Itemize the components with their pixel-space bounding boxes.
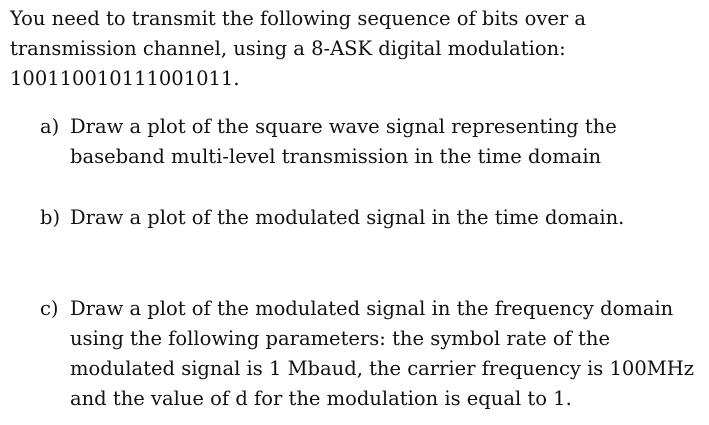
problem-statement-line: You need to transmit the following sequence of bits over a <box>10 7 587 30</box>
question-c <box>40 294 700 414</box>
problem-statement-line: transmission channel, using a 8-ASK digital modulation: <box>10 37 566 60</box>
question-b-line: Draw a plot of the modulated signal in the time domain. <box>70 206 625 229</box>
question-a-line: Draw a plot of the square wave signal representing the <box>70 115 617 138</box>
question-c-marker: c) <box>40 297 59 320</box>
question-c-line: and the value of d for the modulation is equal to 1. <box>70 387 572 410</box>
question-a <box>40 112 700 172</box>
bit-sequence: 100110010111001011. <box>10 67 240 90</box>
question-c-line: Draw a plot of the modulated signal in the frequency domain <box>70 297 674 320</box>
question-c-line: using the following parameters: the symbol rate of the <box>70 327 610 350</box>
question-b-marker: b) <box>40 206 61 229</box>
question-a-marker: a) <box>40 115 60 138</box>
question-a-line: baseband multi-level transmission in the time domain <box>70 145 602 168</box>
question-b <box>40 203 700 233</box>
question-c-line: modulated signal is 1 Mbaud, the carrier frequency is 100MHz <box>70 357 694 380</box>
problem-statement <box>10 4 700 94</box>
